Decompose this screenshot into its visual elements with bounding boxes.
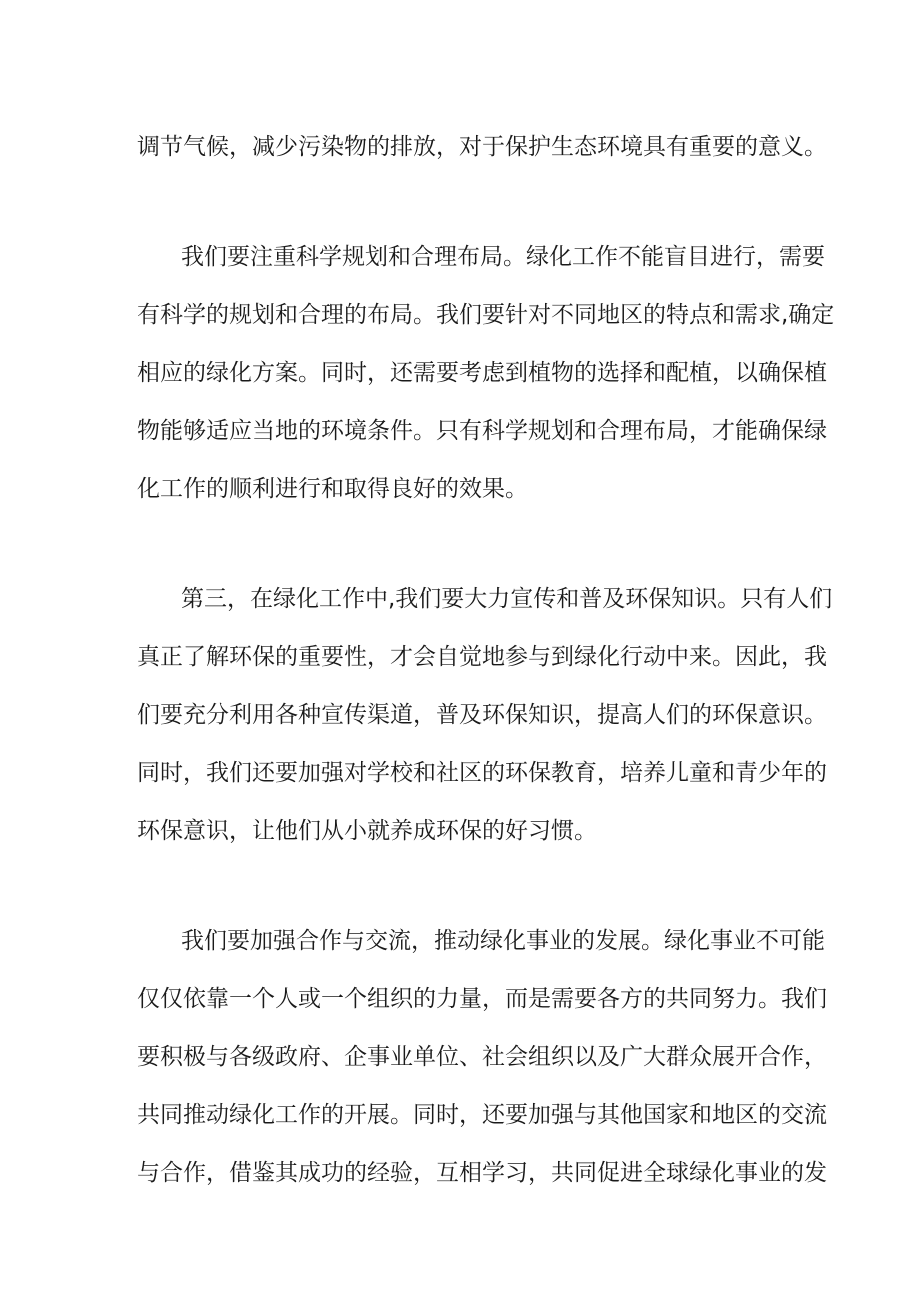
text-line: 调节气候，减少污染物的排放，对于保护生态环境具有重要的意义。 — [137, 134, 827, 160]
paragraph-gap — [137, 518, 797, 570]
text-line: 第三，在绿化工作中,我们要大力宣传和普及环保知识。只有人们 — [181, 586, 833, 612]
paragraph-4 — [137, 912, 827, 1202]
text-line: 们要充分利用各种宣传渠道，普及环保知识，提高人们的环保意识。 — [137, 702, 827, 728]
paragraph-3 — [137, 570, 833, 860]
text-line: 真正了解环保的重要性，才会自觉地参与到绿化行动中来。因此，我 — [137, 644, 827, 670]
text-line: 化工作的顺利进行和取得良好的效果。 — [137, 476, 528, 502]
text-line: 物能够适应当地的环境条件。只有科学规划和合理布局，才能确保绿 — [137, 418, 827, 444]
text-line: 仅仅依靠一个人或一个组织的力量，而是需要各方的共同努力。我们 — [137, 986, 827, 1012]
paragraph-1 — [137, 118, 827, 176]
paragraph-gap — [137, 860, 797, 912]
text-line: 环保意识，让他们从小就养成环保的好习惯。 — [137, 818, 597, 844]
paragraph-gap — [137, 176, 797, 228]
paragraph-2 — [137, 228, 835, 518]
text-line: 有科学的规划和合理的布局。我们要针对不同地区的特点和需求,确定 — [137, 302, 835, 328]
text-line: 同时，我们还要加强对学校和社区的环保教育，培养儿童和青少年的 — [137, 760, 827, 786]
document-body — [137, 118, 835, 1202]
text-line: 相应的绿化方案。同时，还需要考虑到植物的选择和配植，以确保植 — [137, 360, 827, 386]
text-line: 与合作，借鉴其成功的经验，互相学习，共同促进全球绿化事业的发 — [137, 1160, 827, 1186]
text-line: 我们要加强合作与交流，推动绿化事业的发展。绿化事业不可能 — [181, 928, 825, 954]
text-line: 共同推动绿化工作的开展。同时，还要加强与其他国家和地区的交流 — [137, 1102, 827, 1128]
text-line: 我们要注重科学规划和合理布局。绿化工作不能盲目进行，需要 — [181, 244, 825, 270]
text-line: 要积极与各级政府、企事业单位、社会组织以及广大群众展开合作， — [137, 1044, 827, 1070]
